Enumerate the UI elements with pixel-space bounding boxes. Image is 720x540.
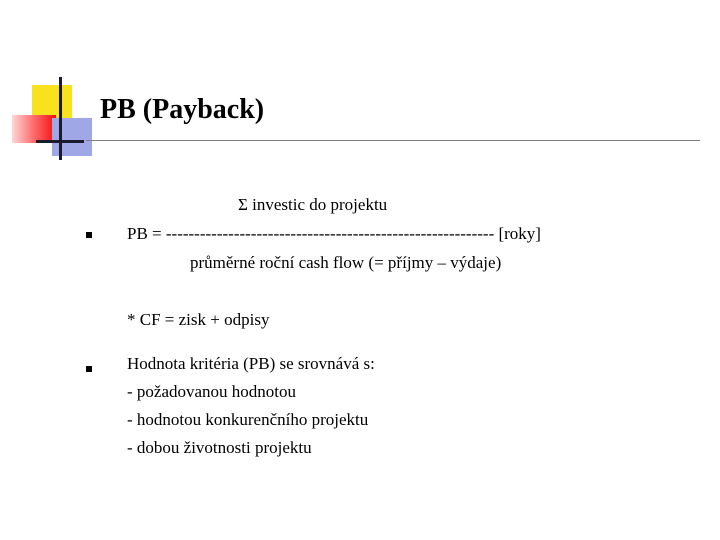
formula-equation: PB = ---------------------------------------------------------- [roky] xyxy=(127,224,541,243)
logo-vertical-line xyxy=(59,77,62,160)
formula-numerator: Σ investic do projektu xyxy=(238,195,388,214)
title-underline xyxy=(86,140,700,141)
criteria-item: - požadovanou hodnotou xyxy=(127,382,297,401)
slide-title: PB (Payback) xyxy=(100,94,265,125)
logo-red-square xyxy=(12,115,56,143)
logo-blue-square xyxy=(52,118,92,156)
cash-flow-note: * CF = zisk + odpisy xyxy=(127,310,270,329)
slide-logo-decoration xyxy=(0,0,100,170)
bullet-marker xyxy=(86,366,92,372)
criteria-item: - hodnotou konkurenčního projektu xyxy=(127,410,369,429)
formula-denominator: průměrné roční cash flow (= příjmy – výdaje) xyxy=(190,253,502,272)
logo-horizontal-line xyxy=(36,140,84,143)
criteria-intro: Hodnota kritéria (PB) se srovnává s: xyxy=(127,354,375,373)
bullet-marker xyxy=(86,232,92,238)
criteria-item: - dobou životnosti projektu xyxy=(127,438,312,457)
